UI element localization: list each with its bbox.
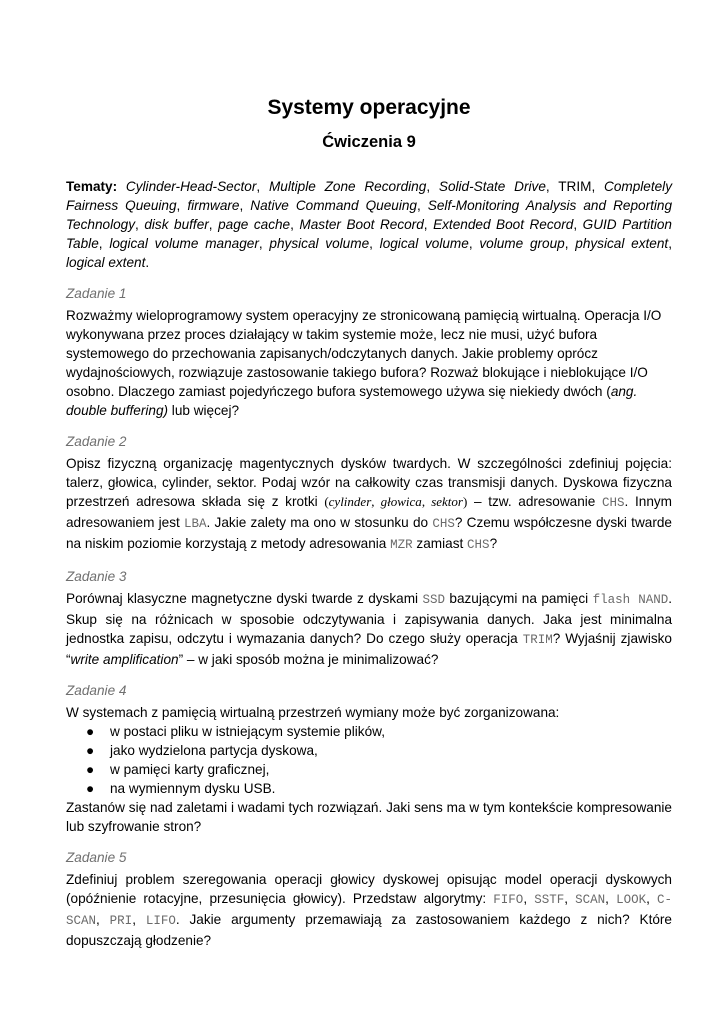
task-4-intro: W systemach z pamięcią wirtualną przestrzeń wymiany może być zorganizowana: — [66, 705, 560, 720]
topic-term: physical volume — [269, 236, 370, 251]
task-3 — [66, 567, 672, 669]
topics-paragraph — [66, 177, 672, 272]
task-5-text: Zdefiniuj problem szeregowania operacji głowicy dyskowej opisując model operacji dyskowych (opóźnienie rotacyjne, przesunięcia głowicy). Przedstaw algorytmy: FIFO, SSTF, SCAN, LOOK, C-SCAN, PRI, LIFO. Jakie argumenty przemawiają za zastosowaniem każdego z nich? Które dopuszczają głodzenie? — [66, 872, 672, 948]
list-item: ● w pamięci karty graficznej, — [86, 762, 270, 777]
topic-term: Solid-State Drive — [438, 179, 546, 194]
task-4-label: Zadanie 4 — [66, 683, 127, 698]
topic-term: logical volume — [379, 236, 469, 251]
task-4 — [66, 681, 672, 836]
list-item: ● jako wydzielona partycja dyskowa, — [86, 743, 318, 758]
task-2-text: Opisz fizyczną organizację magentycznych dysków twardych. W szczególności zdefiniuj pojęcia: talerz, głowica, cylinder, sektor. Podaj wzór na całkowity czas transmisji danych. Dyskowa fizyczna przestrzeń adresowa składa się z krotki (cylinder, głowica, sektor) – tzw. adresowanie CHS. Innym adresowaniem jest LBA. Jakie zalety ma ono w stosunku do CHS? Czemu współczesne dyski twarde na niskim poziomie korzystają z metody adresowania MZR zamiast CHS? — [66, 456, 673, 552]
task-2-label: Zadanie 2 — [66, 434, 127, 449]
topic-term: TRIM — [558, 179, 592, 194]
swap-options-list — [66, 722, 672, 798]
list-item: ● na wymiennym dysku USB. — [86, 781, 276, 796]
chs-tuple: (cylinder, głowica, sektor) — [324, 494, 468, 509]
topic-term: Master Boot Record — [299, 217, 424, 232]
topic-term: GUID Partition Table — [66, 217, 672, 251]
topic-term: Multiple Zone Recording — [268, 179, 427, 194]
topics-list: Cylinder-Head-Sector, Multiple Zone Recording, Solid-State Drive, TRIM, Completely Fairness Queuing, firmware, Native Command Queuing, Self-Monitoring Analysis and Reporting Technology, disk buffer, page cache, Master Boot Record, Extended Boot Record, GUID Partition Table, logical volume manager, physical volume, logical volume, volume group, physical extent, logical extent. — [66, 179, 673, 270]
topic-term: Self-Monitoring Analysis and Reporting Technology — [66, 198, 673, 232]
topic-term: Completely Fairness Queuing — [66, 179, 672, 213]
topic-term: physical extent — [575, 236, 669, 251]
list-item: ● w postaci pliku w istniejącym systemie plików, — [86, 724, 385, 739]
task-3-text: Porównaj klasyczne magnetyczne dyski twarde z dyskami SSD bazującymi na pamięci flash NAND. Skup się na różnicach w sposobie odczytywania i zapisywania danych. Jaka jest minimalna jednostka zapisu, odczytu i wymazania danych? Do czego służy operacja TRIM? Wyjaśnij zjawisko “write amplification” – w jaki sposób można je minimalizować? — [66, 591, 672, 667]
task-5 — [66, 848, 672, 950]
task-2 — [66, 432, 672, 555]
topic-term: page cache — [218, 217, 291, 232]
task-5-label: Zadanie 5 — [66, 850, 127, 865]
document-subtitle: Ćwiczenia 9 — [322, 133, 416, 151]
topic-term: Extended Boot Record — [433, 217, 574, 232]
task-1-label: Zadanie 1 — [66, 286, 127, 301]
topic-term: volume group — [479, 236, 565, 251]
topic-term: logical volume manager — [109, 236, 259, 251]
topic-term: firmware — [187, 198, 240, 213]
topic-term: logical extent — [66, 255, 146, 270]
topic-term: Native Command Queuing — [250, 198, 417, 213]
document-page — [66, 94, 672, 950]
task-1-text: Rozważmy wieloprogramowy system operacyjny ze stronicowaną pamięcią wirtualną. Operacja I/O wykonywana przez proces działający w takim systemie może, lecz nie musi, użyć bufora systemowego do przechowania zapisanych/odczytanych danych. Jakie problemy oprócz wydajnościowych, rozwiązuje zastosowanie takiego bufora? Rozważ blokujące i nieblokujące I/O osobno. Dlaczego zamiast pojedyńczego bufora systemowego używa się niekiedy dwóch (ang. double buffering) lub więcej? — [66, 308, 662, 418]
topic-term: disk buffer — [144, 217, 209, 232]
task-3-label: Zadanie 3 — [66, 569, 127, 584]
task-4-outro: Zastanów się nad zaletami i wadami tych rozwiązań. Jaki sens ma w tym kontekście kompresowanie lub szyfrowanie stron? — [66, 800, 672, 834]
topic-term: Cylinder-Head-Sector — [125, 179, 257, 194]
topics-label: Tematy: — [66, 179, 118, 194]
task-1 — [66, 284, 672, 420]
document-title: Systemy operacyjne — [267, 96, 471, 119]
